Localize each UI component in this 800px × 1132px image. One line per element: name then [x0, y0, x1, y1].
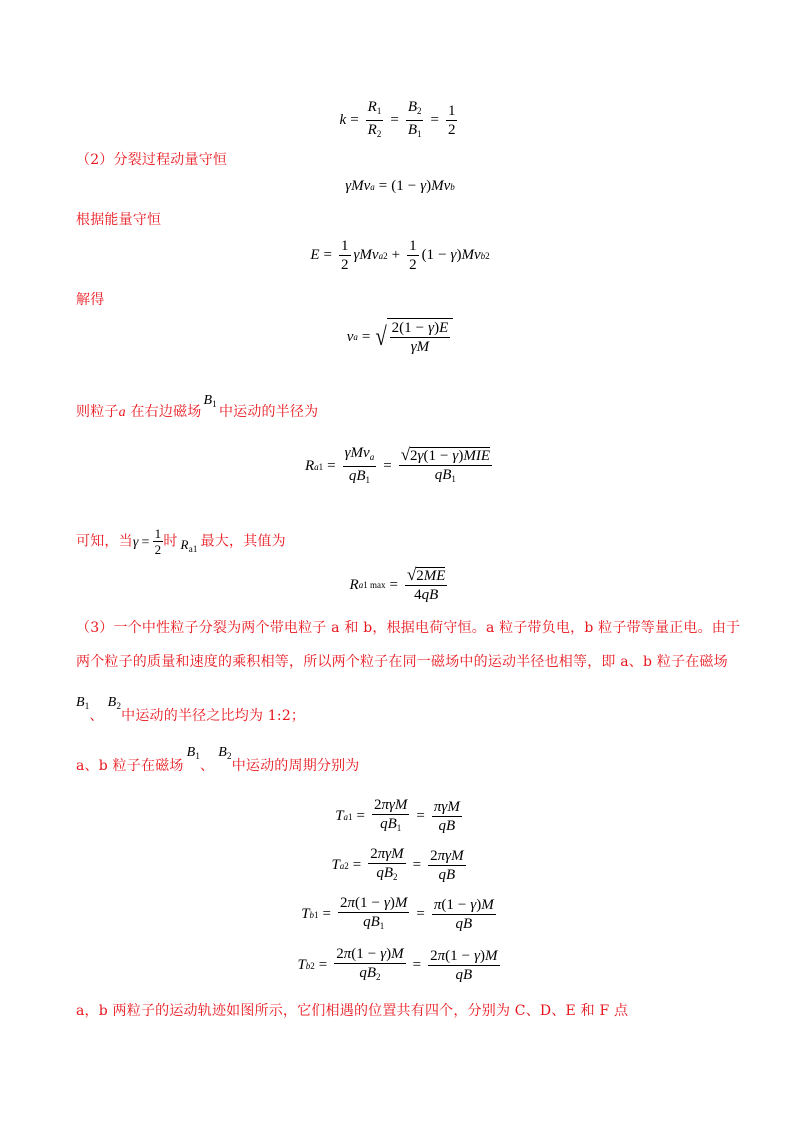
period-heading: a、b 粒子在磁场$B_1$、$B_2$中运动的周期分别为 — [76, 745, 360, 774]
final-conclusion: a，b 两粒子的运动轨迹如图所示，它们相遇的位置共有四个，分别为 C、D、E 和 F 点 — [76, 1003, 629, 1019]
energy-heading: 根据能量守恒 — [76, 212, 162, 228]
equation-k-ratio: k = $\frac{R_1}{R_2}$ = $\frac{B_2}{B_1}$ = $\frac{1}{2}$ — [339, 99, 456, 139]
part3-line3: $B_1$、$B_2$中运动的半径之比均为 1:2； — [76, 695, 306, 724]
equation-velocity: v a = √ $\frac{2(1 - \gamma)E}{\gamma M}$ — [0, 318, 800, 356]
equation-momentum: γMv a = (1 − γ ) Mv b — [345, 178, 455, 194]
equation-period-a2: T a2 = $\frac{\text{2πγM}}{qB_2}$ = $\frac{\text{2πγM}}{qB}$ — [331, 846, 464, 883]
equation-radius-max: R a1 max = $\frac{√2ME}{4qB}$ — [349, 565, 446, 603]
radius-heading: 则粒子a 在右边磁场$B_1$ 中运动的半径为 — [76, 393, 319, 420]
equation-energy: E = $\frac{1}{2}$ γMv a 2 + $\frac{1}{2}$ (1 − γ ) Mv b 2 — [310, 238, 490, 273]
equation-radius-a1: R a1 = $\frac{\gamma Mv_a}{qB_1}$ = $\frac{\text{√2γ(1 − γ)MIE}}{qB_1}$ — [305, 444, 490, 485]
max-condition: 可知，当γ = $\frac{1}{2}$ 时 $R_{a1}$ 最大，其值为 — [76, 526, 286, 557]
part3-line1: （3）一个中性粒子分裂为两个带电粒子 a 和 b，根据电荷守恒。a 粒子带负电，b 粒子带等量正电。由于 — [76, 620, 741, 636]
part2-heading: （2）分裂过程动量守恒 — [76, 152, 228, 168]
equation-period-a1: T a1 = $\frac{\text{2πγM}}{qB_1}$ = $\frac{\text{πγM}}{qB}$ — [335, 797, 460, 834]
equation-period-b1: T b1 = $\frac{2\pi(1 - \gamma)M}{qB_1}$ = $\frac{\pi(1 - \gamma)M}{qB}$ — [301, 895, 494, 932]
solve-heading: 解得 — [76, 292, 105, 308]
part3-line2: 两个粒子的质量和速度的乘积相等，所以两个粒子在同一磁场中的运动半径也相等，即 a、b 粒子在磁场 — [76, 654, 728, 670]
equation-period-b2: T b2 = $\frac{2\pi(1 - \gamma)M}{qB_2}$ = $\frac{2\pi(1 - \gamma)M}{qB}$ — [297, 946, 498, 983]
